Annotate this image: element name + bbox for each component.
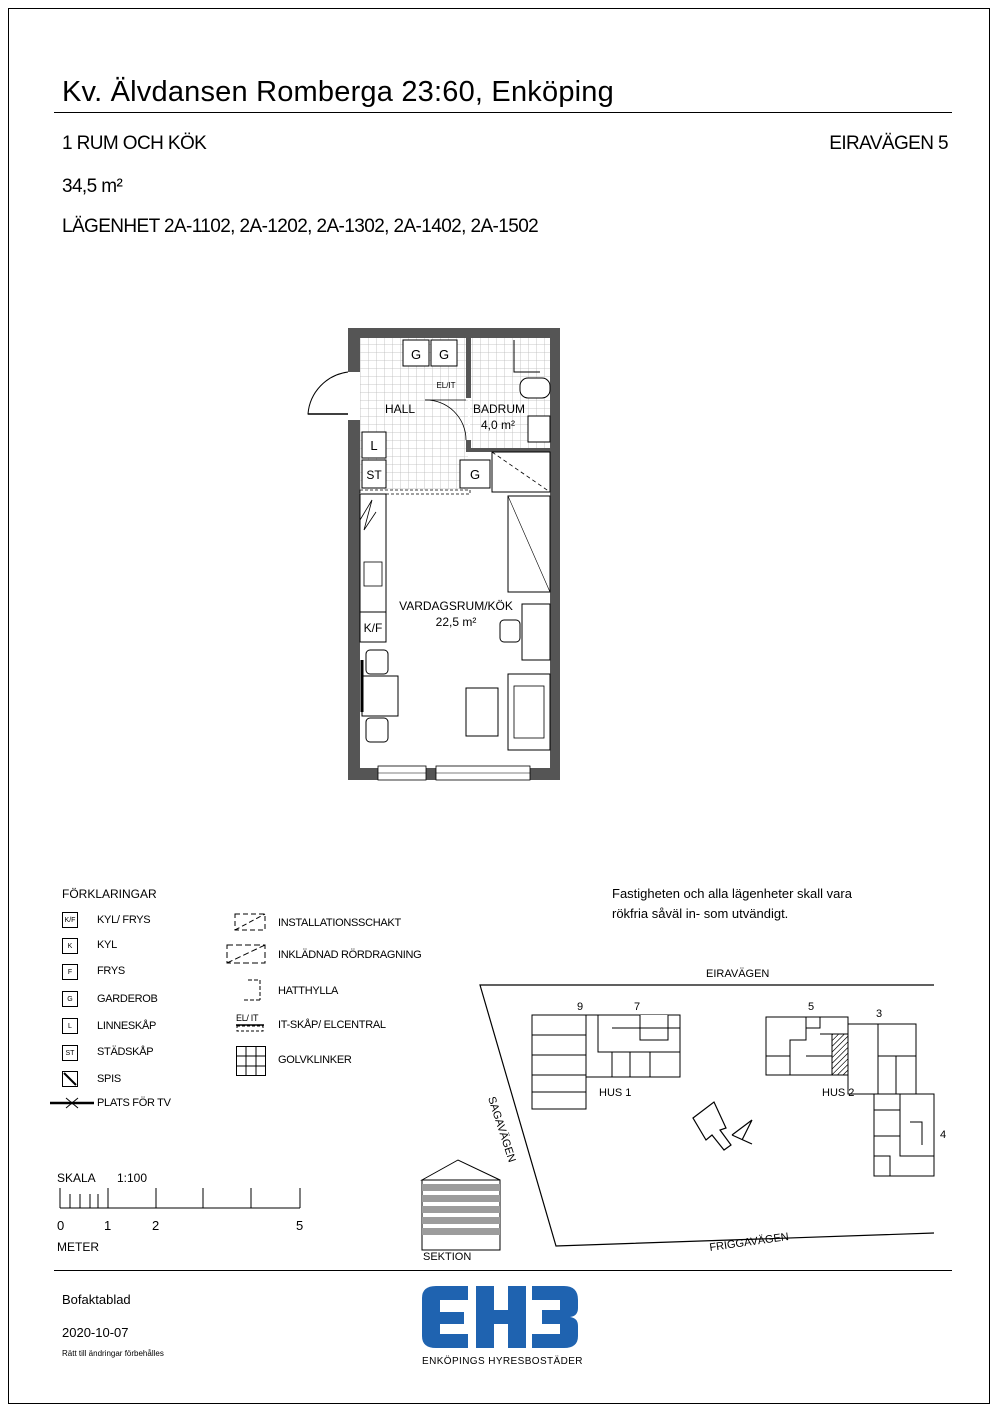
label-fridge-freezer: K/F — [363, 621, 383, 635]
entrance-number-5: 5 — [808, 1001, 815, 1013]
street-address: EIRAVÄGEN 5 — [829, 133, 948, 154]
label-wardrobe-2: G — [438, 347, 450, 362]
legend-label-hat-shelf: HATTHYLLA — [278, 985, 339, 997]
label-wardrobe-1: G — [410, 347, 422, 362]
pipe-casing-icon — [226, 944, 266, 964]
legend-key-el-it: EL/ IT — [236, 1013, 259, 1023]
legend-key-g: G — [62, 991, 78, 1007]
entrance-number-4: 4 — [940, 1129, 947, 1141]
el-it-icon — [236, 1023, 264, 1033]
site-plan — [470, 960, 950, 1260]
legend-key-kf: K/F — [62, 912, 78, 928]
desk — [522, 604, 550, 660]
scale-bar — [56, 1186, 306, 1210]
document-type: Bofaktablad — [62, 1292, 131, 1307]
road-label-eiravagen: EIRAVÄGEN — [706, 968, 770, 980]
page-title: Kv. Älvdansen Romberga 23:60, Enköping — [62, 76, 614, 108]
legend-label-l: LINNESKÅP — [97, 1020, 157, 1032]
legend-label-tv: PLATS FÖR TV — [97, 1097, 171, 1109]
wall-right — [550, 328, 560, 780]
toilet — [520, 378, 550, 398]
disclaimer: Rätt till ändringar förbehålles — [62, 1349, 164, 1358]
label-el-it: EL/IT — [436, 381, 456, 390]
sink — [364, 562, 382, 586]
building-label-hus2: HUS 2 — [822, 1087, 855, 1099]
road-label-friggavagen: FRIGGAVÄGEN — [708, 1230, 790, 1254]
entrance-number-9: 9 — [577, 1001, 584, 1013]
entry-opening — [348, 372, 360, 420]
scale-ratio: 1:100 — [117, 1171, 148, 1185]
legend-label-f: FRYS — [97, 965, 125, 977]
floor-tiles-icon — [236, 1046, 266, 1076]
label-linen: L — [370, 438, 378, 453]
installation-shaft-icon — [234, 913, 266, 931]
apartment-area: 34,5 m² — [62, 176, 123, 197]
scale-unit: METER — [57, 1240, 99, 1254]
label-hall: HALL — [384, 402, 416, 416]
wall-top — [348, 328, 560, 338]
label-wardrobe-3: G — [469, 467, 481, 482]
scale-tick-1: 1 — [104, 1218, 112, 1233]
legend-label-stove: SPIS — [97, 1073, 121, 1085]
legend-label-el-it: IT-SKÅP/ ELCENTRAL — [278, 1019, 386, 1031]
label-bathroom-area: 4,0 m² — [480, 418, 516, 432]
road-label-sagavagen: SAGAVÄGEN — [485, 1095, 518, 1164]
title-divider — [54, 112, 952, 113]
legend-label-kf: KYL/ FRYS — [97, 914, 151, 926]
stove-icon — [62, 1071, 78, 1087]
hat-shelf-icon — [240, 978, 264, 1002]
legend-label-pipe: INKLÄDNAD RÖRDRAGNING — [278, 949, 422, 961]
scale-tick-0: 0 — [57, 1218, 65, 1233]
section-label: SEKTION — [423, 1251, 472, 1263]
apartment-type: 1 RUM OCH KÖK — [62, 133, 207, 154]
legend-label-k: KYL — [97, 939, 117, 951]
label-bathroom: BADRUM — [472, 402, 526, 416]
legend-key-l: L — [62, 1018, 78, 1034]
entry-door-swing — [308, 372, 348, 414]
legend-label-tiles: GOLVKLINKER — [278, 1054, 352, 1066]
scale-label: SKALA — [57, 1171, 96, 1185]
coffee-table — [466, 688, 498, 736]
scale-tick-2: 2 — [152, 1218, 160, 1233]
legend-label-st: STÄDSKÅP — [97, 1046, 154, 1058]
document-date: 2020-10-07 — [62, 1325, 129, 1340]
label-cleaning: ST — [366, 468, 382, 482]
label-living-area: 22,5 m² — [435, 615, 477, 629]
legend-label-shaft: INSTALLATIONSSCHAKT — [278, 917, 401, 929]
entrance-number-3: 3 — [876, 1008, 883, 1020]
north-arrow-icon — [693, 1102, 752, 1150]
floor-plan — [300, 320, 570, 790]
ehb-logo — [418, 1280, 582, 1352]
building-label-hus1: HUS 1 — [599, 1087, 632, 1099]
dining-table — [362, 676, 398, 716]
scale-tick-5: 5 — [296, 1218, 304, 1233]
tv-place-icon — [50, 1097, 94, 1109]
footer-divider — [54, 1270, 952, 1271]
legend-key-st: ST — [62, 1045, 78, 1061]
smoke-free-notice-line2: rökfria såväl in- som utvändigt. — [612, 906, 789, 921]
apartment-numbers: LÄGENHET 2A-1102, 2A-1202, 2A-1302, 2A-1402, 2A-1502 — [62, 216, 539, 237]
legend-heading: FÖRKLARINGAR — [62, 887, 157, 901]
entrance-number-7: 7 — [634, 1001, 641, 1013]
washbasin — [528, 416, 550, 442]
company-name: ENKÖPINGS HYRESBOSTÄDER — [422, 1356, 583, 1367]
legend-key-f: F — [62, 964, 78, 980]
label-living-kitchen: VARDAGSRUM/KÖK — [399, 599, 513, 613]
smoke-free-notice-line1: Fastigheten och alla lägenheter skall vara — [612, 886, 852, 901]
legend-label-g: GARDEROB — [97, 993, 158, 1005]
legend-key-k: K — [62, 938, 78, 954]
